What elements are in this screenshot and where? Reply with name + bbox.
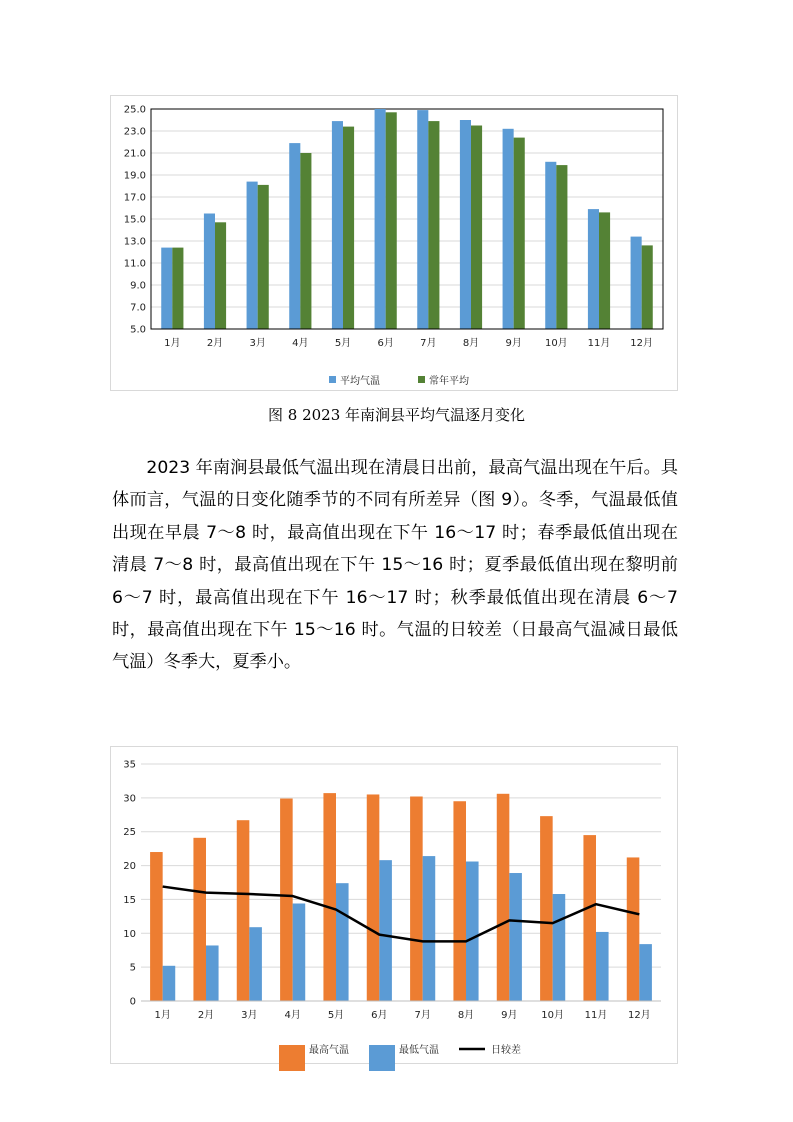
bar-常年平均-5月 — [343, 127, 354, 329]
bar-常年平均-7月 — [428, 121, 439, 329]
bar-常年平均-9月 — [514, 138, 525, 329]
x-tick-label: 8月 — [457, 1010, 475, 1021]
bar-平均气温-1月 — [161, 248, 172, 329]
y-tick-label: 21.0 — [123, 148, 146, 160]
y-tick-label: 7.0 — [130, 302, 146, 314]
x-tick-label: 5月 — [334, 338, 352, 349]
bar-常年平均-11月 — [599, 212, 610, 329]
x-tick-label: 10月 — [544, 338, 568, 349]
bar-平均气温-10月 — [545, 162, 556, 329]
bar-最高气温-3月 — [237, 820, 250, 1001]
bar-最高气温-9月 — [497, 794, 510, 1001]
y-tick-label: 20 — [123, 861, 136, 873]
bar-最高气温-5月 — [323, 793, 336, 1001]
x-tick-label: 3月 — [249, 338, 266, 349]
bar-最高气温-2月 — [193, 838, 206, 1001]
x-tick-label: 1月 — [164, 338, 181, 349]
bar-最低气温-12月 — [639, 944, 652, 1001]
bar-最高气温-11月 — [583, 835, 596, 1001]
bar-常年平均-10月 — [556, 165, 567, 329]
legend-label-平均气温: 平均气温 — [340, 376, 380, 387]
x-tick-label: 11月 — [587, 338, 611, 349]
bar-最低气温-6月 — [379, 860, 392, 1001]
x-tick-label: 6月 — [371, 1010, 388, 1021]
legend-swatch-最高气温 — [279, 1045, 305, 1071]
x-tick-label: 11月 — [584, 1010, 608, 1021]
x-tick-label: 4月 — [284, 1010, 301, 1021]
x-tick-label: 12月 — [630, 338, 654, 349]
y-tick-label: 30 — [123, 793, 136, 805]
x-tick-label: 1月 — [154, 1010, 171, 1021]
bar-最高气温-10月 — [540, 816, 553, 1001]
y-tick-label: 10 — [123, 928, 136, 940]
bar-最高气温-12月 — [627, 857, 640, 1001]
y-tick-label: 11.0 — [123, 258, 146, 270]
bar-平均气温-5月 — [332, 121, 343, 329]
bar-最低气温-5月 — [336, 883, 349, 1001]
bar-平均气温-2月 — [204, 214, 215, 330]
bar-常年平均-2月 — [215, 222, 226, 329]
x-tick-label: 12月 — [627, 1010, 651, 1021]
bar-最高气温-6月 — [367, 794, 380, 1001]
x-tick-label: 9月 — [501, 1010, 518, 1021]
bar-常年平均-4月 — [300, 153, 311, 329]
bar-平均气温-12月 — [631, 237, 642, 329]
bar-平均气温-4月 — [289, 143, 300, 329]
y-tick-label: 15.0 — [123, 214, 146, 226]
x-tick-label: 5月 — [327, 1010, 345, 1021]
bar-平均气温-9月 — [503, 129, 514, 329]
bar-平均气温-3月 — [247, 182, 258, 329]
bar-最高气温-7月 — [410, 797, 423, 1001]
bar-平均气温-11月 — [588, 209, 599, 329]
chart2-svg — [111, 747, 677, 1063]
bar-平均气温-6月 — [375, 109, 386, 329]
x-tick-label: 6月 — [377, 338, 394, 349]
x-tick-label: 2月 — [206, 338, 224, 349]
chart1-svg — [111, 96, 677, 390]
x-tick-label: 7月 — [420, 338, 437, 349]
legend-label-最低气温: 最低气温 — [399, 1045, 439, 1056]
body-paragraph: 2023 年南涧县最低气温出现在清晨日出前，最高气温出现在午后。具体而言，气温的日变化随季节的不同有所差异（图 9）。冬季，气温最低值出现在早晨 7～8 时，最高值出现在下午 16～17 时；春季最低值出现在清晨 7～8 时，最高值出现在下午 15～16 时；夏季最低值出现在黎明前 6～7 时，最高值出现在下午 16～17 时；秋季最低值出现在清晨 6～7 时，最高值出现在下午 15～16 时。气温的日较差（日最高气温减日最低气温）冬季大，夏季小。 — [112, 458, 678, 673]
bar-最低气温-2月 — [206, 945, 219, 1001]
y-tick-label: 13.0 — [123, 236, 146, 248]
bar-常年平均-6月 — [386, 112, 397, 329]
x-tick-label: 7月 — [414, 1010, 431, 1021]
bar-最低气温-1月 — [163, 966, 176, 1001]
y-tick-label: 23.0 — [123, 126, 146, 138]
bar-最低气温-4月 — [293, 903, 306, 1001]
bar-常年平均-3月 — [258, 185, 269, 329]
bar-常年平均-8月 — [471, 126, 482, 330]
bar-平均气温-7月 — [417, 110, 428, 329]
legend-swatch-最低气温 — [369, 1045, 395, 1071]
bar-最高气温-8月 — [453, 801, 466, 1001]
bar-最高气温-1月 — [150, 852, 163, 1001]
legend-swatch-常年平均 — [418, 376, 425, 383]
y-tick-label: 0 — [129, 996, 136, 1008]
chart-monthly-average-temperature — [110, 95, 678, 391]
bar-最低气温-11月 — [596, 932, 609, 1001]
bar-最低气温-8月 — [466, 862, 479, 1001]
x-tick-label: 3月 — [241, 1010, 258, 1021]
bar-最低气温-3月 — [249, 927, 262, 1001]
x-tick-label: 4月 — [292, 338, 309, 349]
legend-label-日较差: 日较差 — [491, 1045, 521, 1056]
y-tick-label: 25.0 — [123, 104, 146, 116]
legend-label-最高气温: 最高气温 — [309, 1045, 349, 1056]
chart-daily-temperature-range — [110, 746, 678, 1064]
y-tick-label: 25 — [123, 827, 136, 839]
bar-最高气温-4月 — [280, 799, 293, 1001]
legend-label-常年平均: 常年平均 — [429, 376, 469, 387]
y-tick-label: 5.0 — [130, 324, 146, 336]
y-tick-label: 35 — [123, 759, 136, 771]
figure-caption: 图 8 2023 年南涧县平均气温逐月变化 — [267, 406, 526, 424]
legend-swatch-平均气温 — [329, 376, 336, 383]
y-tick-label: 19.0 — [123, 170, 146, 182]
bar-最低气温-10月 — [553, 894, 566, 1001]
bar-常年平均-12月 — [642, 245, 653, 329]
y-tick-label: 17.0 — [123, 192, 146, 204]
bar-平均气温-8月 — [460, 120, 471, 329]
x-tick-label: 2月 — [197, 1010, 215, 1021]
x-tick-label: 8月 — [462, 338, 480, 349]
bar-最低气温-9月 — [509, 873, 522, 1001]
x-tick-label: 10月 — [541, 1010, 565, 1021]
y-tick-label: 9.0 — [130, 280, 146, 292]
bar-常年平均-1月 — [172, 248, 183, 329]
y-tick-label: 5 — [129, 962, 136, 974]
y-tick-label: 15 — [123, 894, 136, 906]
bar-最低气温-7月 — [423, 856, 436, 1001]
x-tick-label: 9月 — [505, 338, 522, 349]
